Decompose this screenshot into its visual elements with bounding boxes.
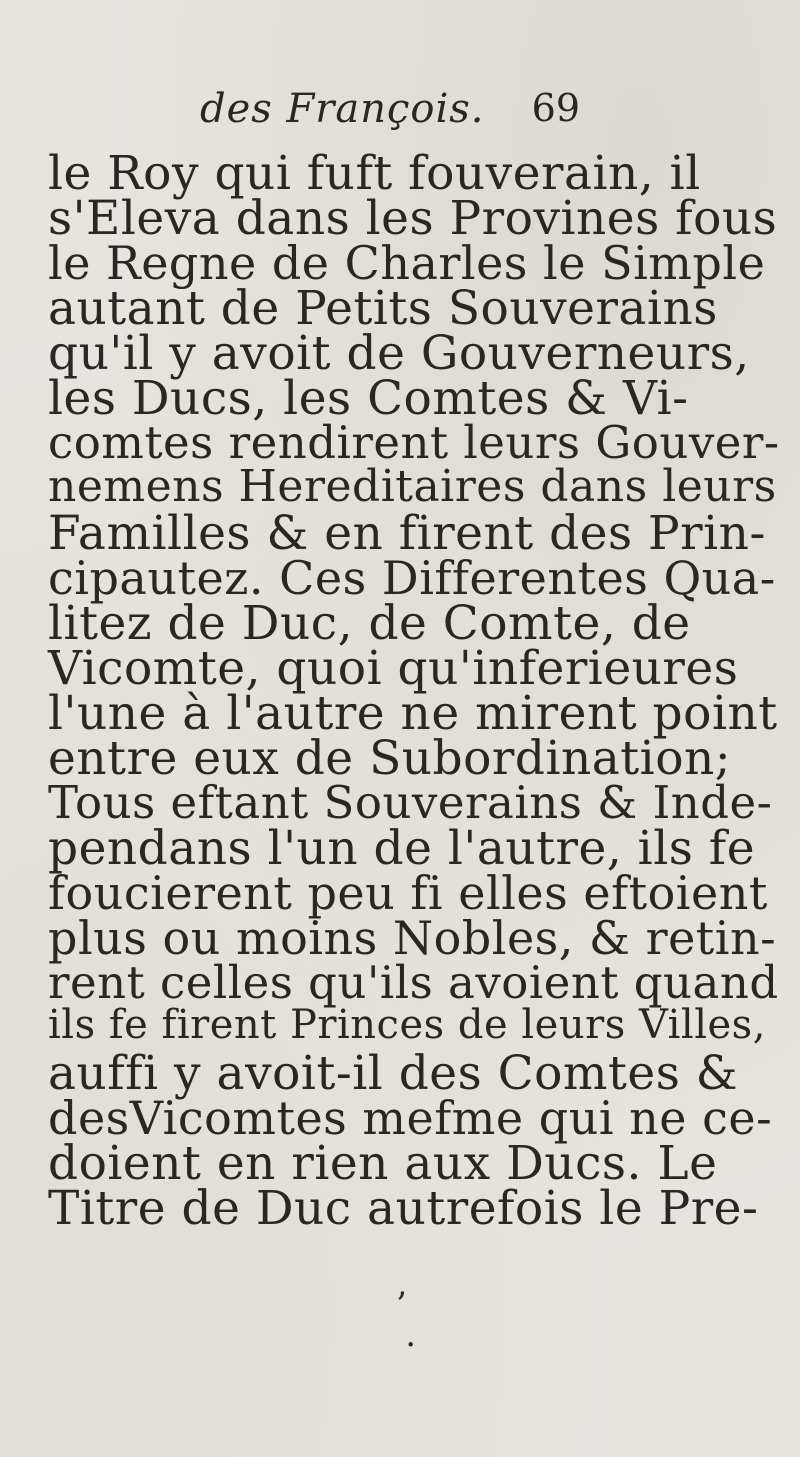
text-line: litez de Duc, de Comte, de <box>48 596 691 651</box>
text-line: pendans l'un de l'autre, ils fe <box>48 821 756 876</box>
text-line: desVicomtes mefme qui ne ce- <box>48 1091 773 1145</box>
text-line: autant de Petits Souverains <box>48 281 718 336</box>
text-line: l'une à l'autre ne mirent point <box>48 686 778 741</box>
text-line: comtes rendirent leurs Gouver- <box>48 416 780 469</box>
text-line: ils fe firent Princes de leurs Villes, <box>48 1002 766 1048</box>
text-line: entre eux de Subordination; <box>48 731 732 786</box>
text-line: rent celles qu'ils avoient quand <box>48 956 779 1009</box>
text-line: nemens Hereditaires dans leurs <box>48 461 777 512</box>
running-title: des François. <box>200 86 485 132</box>
page-number: 69 <box>531 86 580 130</box>
text-line: foucierent peu fi elles eftoient <box>48 866 768 920</box>
text-line: le Regne de Charles le Simple <box>48 236 766 290</box>
text-line: s'Eleva dans les Provines fous <box>48 191 778 246</box>
text-line: Vicomte, quoi qu'inferieures <box>48 641 739 696</box>
text-line: qu'il y avoit de Gouverneurs, <box>48 326 750 381</box>
text-line: Familles & en firent des Prin- <box>48 506 766 561</box>
text-line: doient en rien aux Ducs. Le <box>48 1136 718 1191</box>
text-line: les Ducs, les Comtes & Vi- <box>48 371 689 426</box>
text-line: auffi y avoit-il des Comtes & <box>48 1046 739 1101</box>
text-line: cipautez. Ces Differentes Qua- <box>48 551 776 605</box>
text-line: plus ou moins Nobles, & retin- <box>48 911 777 965</box>
text-line: Tous eftant Souverains & Inde- <box>48 776 773 829</box>
text-line: le Roy qui fuft fouverain, il <box>48 146 701 201</box>
ink-mark-icon: ’ <box>396 1285 407 1325</box>
text-line: Titre de Duc autrefois le Pre- <box>48 1181 759 1236</box>
ink-mark-icon: ․ <box>405 1315 417 1355</box>
